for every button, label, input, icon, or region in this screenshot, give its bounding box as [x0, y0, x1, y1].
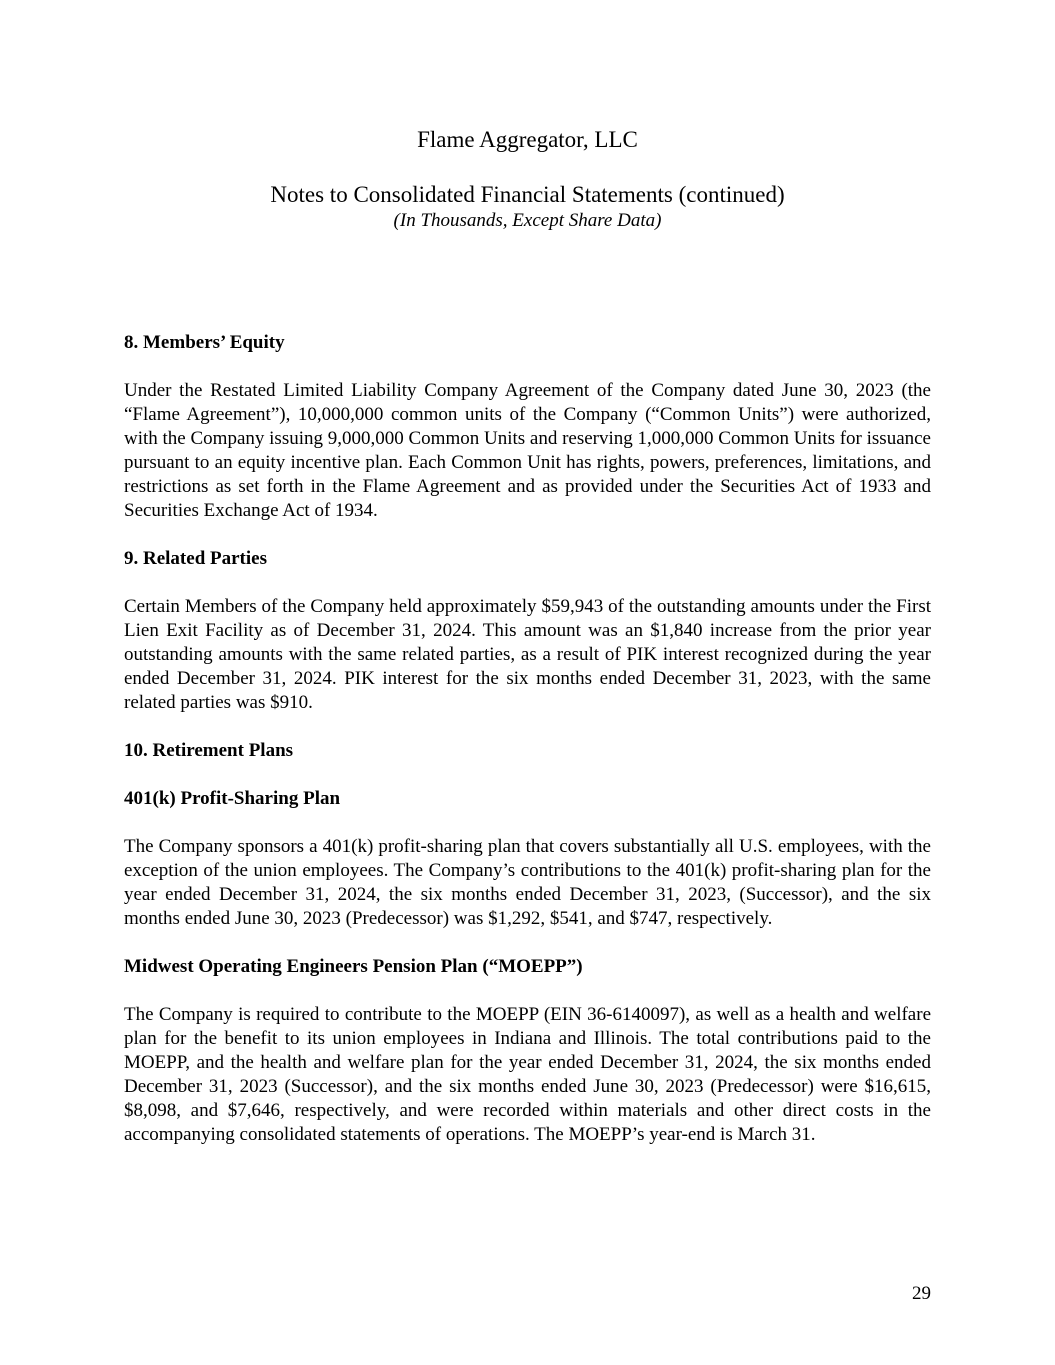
page-number: 29: [912, 1283, 931, 1304]
section-related-parties: [124, 547, 931, 715]
document-subtitle: (In Thousands, Except Share Data): [393, 210, 662, 231]
section-heading: 10. Retirement Plans: [124, 740, 294, 761]
company-name: Flame Aggregator, LLC: [417, 127, 638, 152]
subsection-heading: 401(k) Profit-Sharing Plan: [124, 788, 341, 809]
subsection-paragraph: The Company is required to contribute to the MOEPP (EIN 36-6140097), as well as a health and welfare plan for the benefit to its union employees in Indiana and Illinois. The total contributions paid to the MOEPP, and the health and welfare plan for the year ended December 31, 2024, the six months ended December 31, 2023 (Successor), and the six months ended June 30, 2023 (Predecessor) were $16,615, $8,098, and $7,646, respectively, and were recorded within materials and other direct costs in the accompanying consolidated statements of operations. The MOEPP’s year-end is March 31.: [124, 1004, 931, 1145]
section-members-equity: [124, 331, 931, 523]
subsection-paragraph: The Company sponsors a 401(k) profit-sharing plan that covers substantially all U.S. employees, with the exception of the union employees. The Company’s contributions to the 401(k) profit-sharing plan for the year ended December 31, 2024, the six months ended December 31, 2023, (Successor), and the six months ended June 30, 2023 (Predecessor) was $1,292, $541, and $747, respectively.: [124, 836, 931, 929]
subsection-heading: Midwest Operating Engineers Pension Plan (“MOEPP”): [124, 956, 583, 977]
section-heading: 8. Members’ Equity: [124, 332, 285, 353]
document-title: Notes to Consolidated Financial Statements (continued): [270, 182, 785, 207]
section-paragraph: Certain Members of the Company held approximately $59,943 of the outstanding amounts under the First Lien Exit Facility as of December 31, 2024. This amount was an $1,840 increase from the prior year outstanding amounts with the same related parties, as a result of PIK interest recognized during the year ended December 31, 2024. PIK interest for the six months ended December 31, 2023, with the same related parties was $910.: [124, 596, 931, 713]
document-body: [124, 331, 931, 1171]
section-heading: 9. Related Parties: [124, 548, 267, 569]
section-paragraph: Under the Restated Limited Liability Company Agreement of the Company dated June 30, 2023 (the “Flame Agreement”), 10,000,000 common units of the Company (“Common Units”) were authorized, with the Company issuing 9,000,000 Common Units and reserving 1,000,000 Common Units for issuance pursuant to an equity incentive plan. Each Common Unit has rights, powers, preferences, limitations, and restrictions as set forth in the Flame Agreement and as provided under the Securities Act of 1933 and Securities Exchange Act of 1934.: [124, 380, 931, 521]
section-retirement-plans: [124, 739, 931, 1147]
